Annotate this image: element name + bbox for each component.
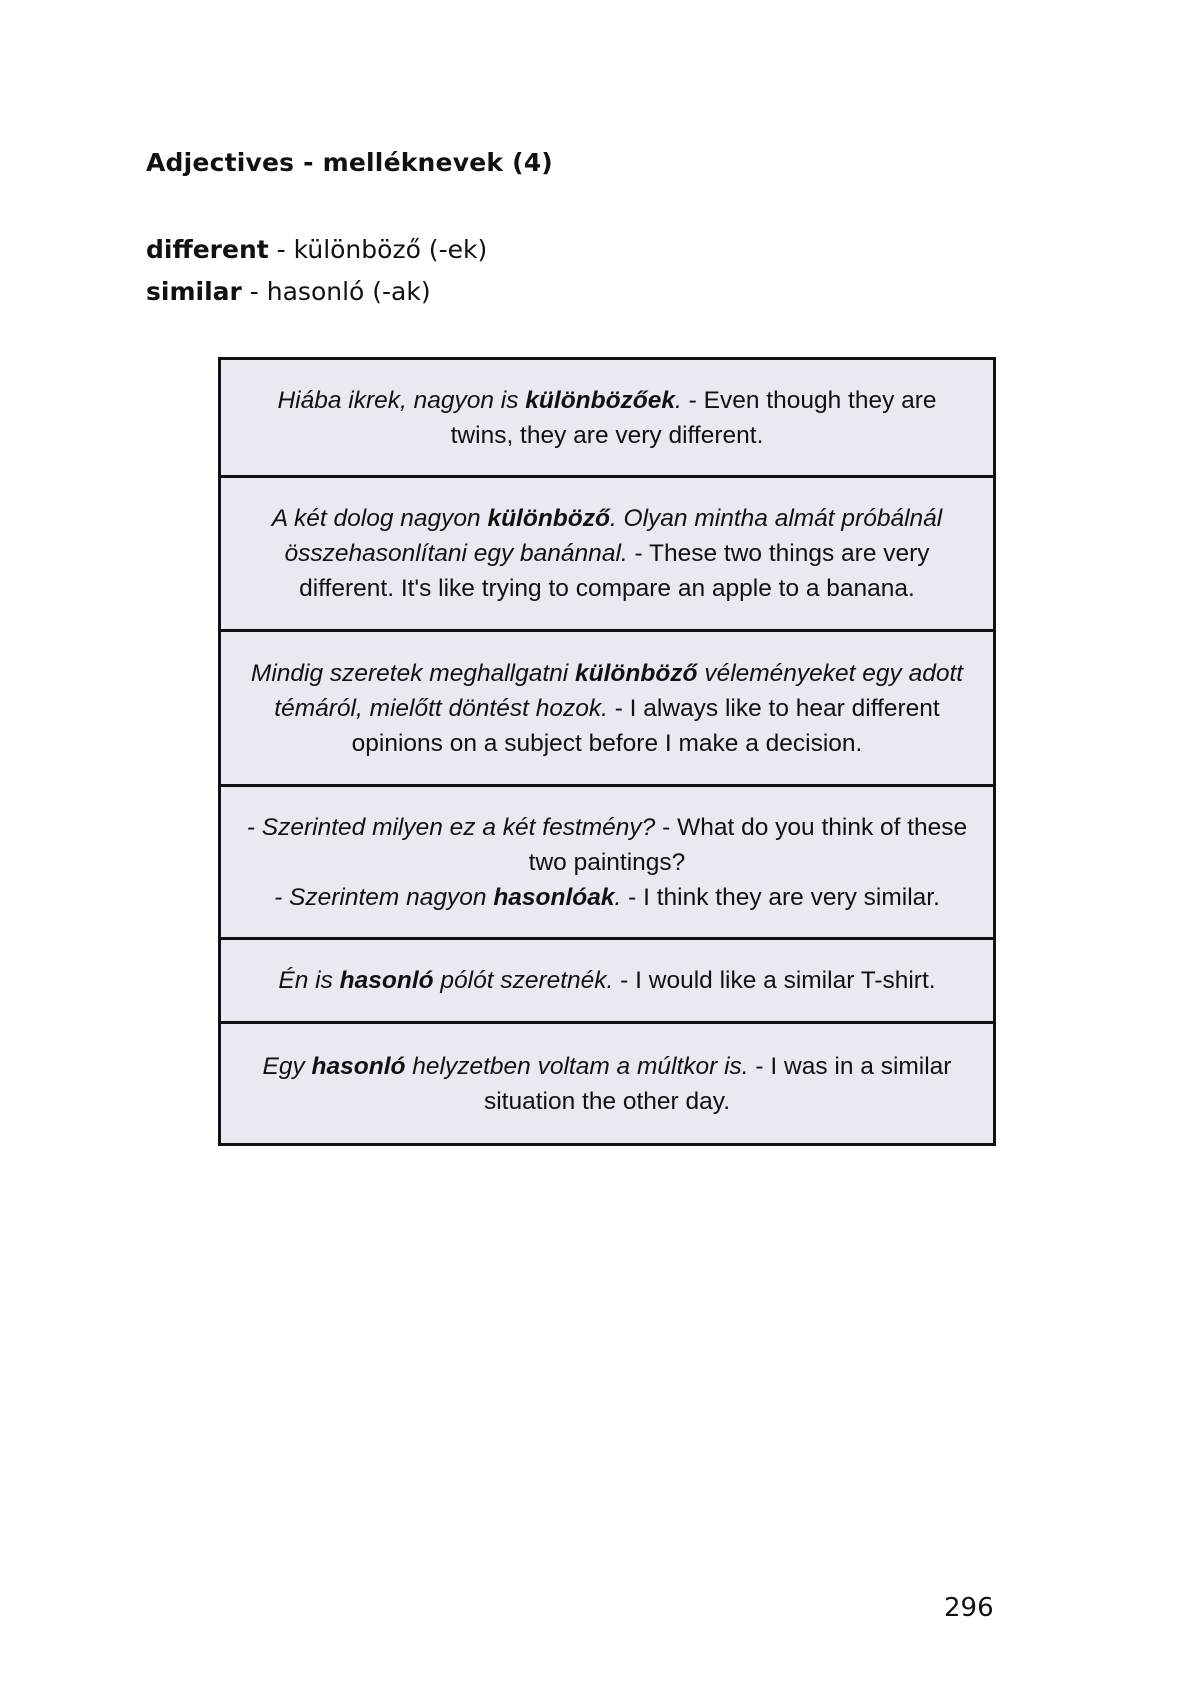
hungarian-text: . Olyan mintha almát próbálnál összehasonlítani egy banánnal. — [284, 505, 943, 567]
hungarian-text: Mindig szeretek meghallgatni — [250, 659, 576, 687]
keyword: különböző — [487, 505, 610, 532]
english-translation: - These two things are very different. It's like trying to compare an apple to a banana. — [299, 540, 930, 602]
keyword: hasonlóak — [493, 883, 615, 911]
example-sentence — [243, 656, 971, 761]
example-row — [221, 787, 993, 940]
hungarian-text: . — [675, 386, 682, 414]
example-row — [221, 478, 993, 632]
keyword: különböző — [575, 659, 698, 687]
example-dialogue — [243, 810, 971, 915]
hungarian-text: helyzetben voltam a múltkor is. — [405, 1052, 749, 1080]
page-title: Adjectives - melléknevek (4) — [146, 148, 553, 177]
example-row — [221, 360, 993, 478]
english-translation: - I always like to hear different opinions on a subject before I make a decision. — [351, 694, 940, 757]
vocab-translation: különböző (-ek) — [293, 235, 488, 264]
vocab-entry-similar — [146, 277, 431, 306]
example-row — [221, 632, 993, 787]
vocab-separator: - — [268, 235, 294, 264]
vocab-term: similar — [146, 277, 242, 306]
example-row — [221, 1024, 993, 1143]
example-sentence — [243, 1049, 971, 1119]
example-table — [218, 357, 996, 1146]
english-translation: - What do you think of these two paintings? — [528, 813, 968, 876]
hungarian-text: . — [614, 883, 622, 911]
vocab-entry-different — [146, 235, 487, 264]
english-translation: - I would like a similar T-shirt. — [613, 967, 936, 994]
hungarian-text: Hiába ikrek, nagyon is — [277, 386, 526, 414]
english-translation: - Even though they are twins, they are very different. — [450, 386, 937, 449]
example-sentence — [278, 963, 935, 998]
vocab-term: different — [146, 235, 269, 264]
hungarian-text: - Szerinted milyen ez a két festmény? — [246, 813, 656, 841]
keyword: hasonló — [339, 967, 434, 994]
page-number: 296 — [944, 1593, 994, 1623]
example-row — [221, 940, 993, 1024]
english-translation: - I think they are very similar. — [621, 883, 940, 911]
example-sentence — [243, 383, 971, 453]
hungarian-text: pólót szeretnék. — [433, 967, 614, 994]
hungarian-text: Egy — [262, 1052, 312, 1080]
example-sentence — [243, 501, 971, 606]
hungarian-text: véleményeket egy adott témáról, mielőtt döntést hozok. — [274, 659, 964, 722]
vocab-translation: hasonló (-ak) — [266, 277, 431, 306]
vocab-separator: - — [241, 277, 267, 306]
hungarian-text: - Szerintem nagyon — [274, 883, 494, 911]
keyword: különbözőek — [525, 386, 676, 414]
hungarian-text: A két dolog nagyon — [271, 505, 488, 532]
hungarian-text: Én is — [278, 967, 340, 994]
english-translation: - I was in a similar situation the other day. — [483, 1052, 952, 1115]
keyword: hasonló — [311, 1052, 406, 1080]
